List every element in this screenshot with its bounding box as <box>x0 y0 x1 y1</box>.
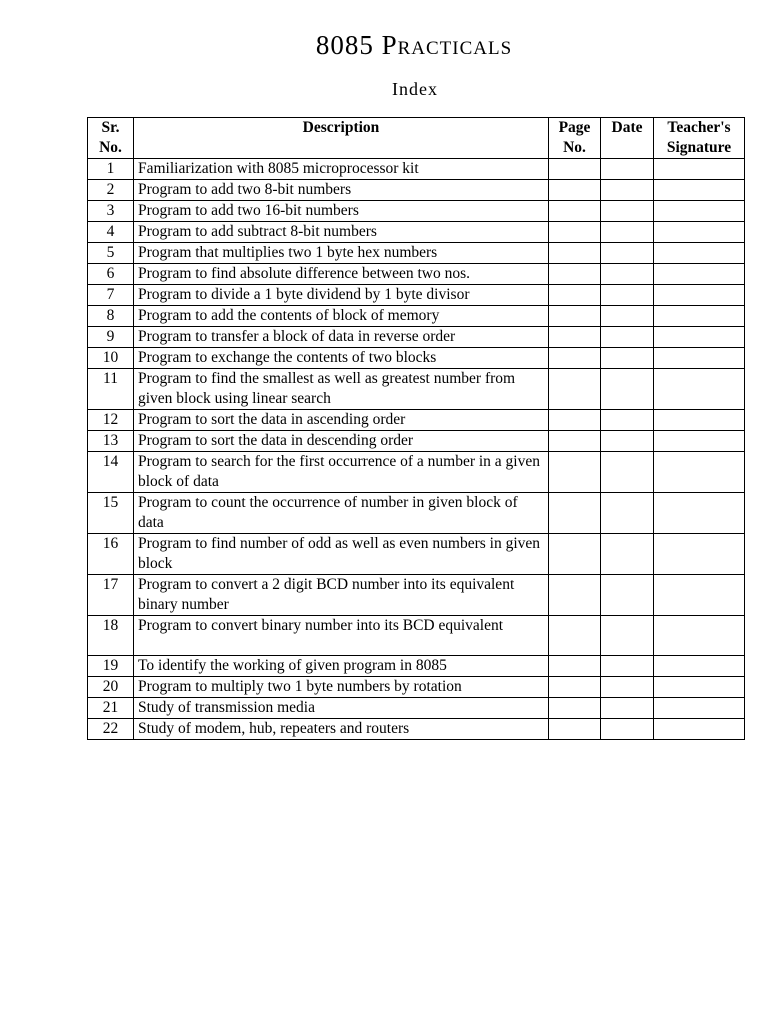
row-page-no <box>549 677 601 698</box>
row-sr-no: 5 <box>88 243 134 264</box>
row-sr-no: 3 <box>88 201 134 222</box>
row-teacher-signature <box>654 222 745 243</box>
row-page-no <box>549 201 601 222</box>
row-date <box>601 410 654 431</box>
row-date <box>601 575 654 616</box>
row-description: Program to add the contents of block of memory <box>134 306 549 327</box>
table-row <box>88 285 745 306</box>
row-sr-no: 2 <box>88 180 134 201</box>
row-date <box>601 616 654 656</box>
row-teacher-signature <box>654 243 745 264</box>
table-body <box>88 159 745 740</box>
table-row <box>88 719 745 740</box>
row-page-no <box>549 327 601 348</box>
row-page-no <box>549 698 601 719</box>
row-description: Program to find number of odd as well as even numbers in given block <box>134 534 549 575</box>
row-date <box>601 698 654 719</box>
table-header <box>88 118 745 159</box>
index-table <box>87 117 745 740</box>
header-teacher-signature: Teacher's Signature <box>654 118 745 159</box>
table-row <box>88 201 745 222</box>
row-date <box>601 306 654 327</box>
row-description: Program to find the smallest as well as greatest number from given block using linear search <box>134 369 549 410</box>
row-sr-no: 11 <box>88 369 134 410</box>
row-description: Program to search for the first occurrence of a number in a given block of data <box>134 452 549 493</box>
row-sr-no: 10 <box>88 348 134 369</box>
row-date <box>601 159 654 180</box>
table-row <box>88 410 745 431</box>
row-description: Program to sort the data in ascending order <box>134 410 549 431</box>
row-date <box>601 534 654 575</box>
row-date <box>601 201 654 222</box>
table-row <box>88 452 745 493</box>
header-date: Date <box>601 118 654 159</box>
row-date <box>601 677 654 698</box>
table-row <box>88 348 745 369</box>
row-page-no <box>549 264 601 285</box>
row-sr-no: 1 <box>88 159 134 180</box>
row-date <box>601 222 654 243</box>
row-sr-no: 12 <box>88 410 134 431</box>
table-row <box>88 159 745 180</box>
row-date <box>601 369 654 410</box>
row-teacher-signature <box>654 369 745 410</box>
row-sr-no: 8 <box>88 306 134 327</box>
row-sr-no: 15 <box>88 493 134 534</box>
row-teacher-signature <box>654 327 745 348</box>
row-description: Program to transfer a block of data in reverse order <box>134 327 549 348</box>
row-teacher-signature <box>654 575 745 616</box>
row-teacher-signature <box>654 180 745 201</box>
row-page-no <box>549 348 601 369</box>
header-page-no: Page No. <box>549 118 601 159</box>
row-page-no <box>549 575 601 616</box>
header-sr-no: Sr. No. <box>88 118 134 159</box>
row-teacher-signature <box>654 431 745 452</box>
row-description: Program to add two 16-bit numbers <box>134 201 549 222</box>
row-page-no <box>549 719 601 740</box>
row-page-no <box>549 616 601 656</box>
row-teacher-signature <box>654 285 745 306</box>
row-description: Program to convert a 2 digit BCD number into its equivalent binary number <box>134 575 549 616</box>
row-teacher-signature <box>654 719 745 740</box>
row-description: Program to multiply two 1 byte numbers by rotation <box>134 677 549 698</box>
row-date <box>601 243 654 264</box>
row-description: Program to find absolute difference between two nos. <box>134 264 549 285</box>
row-teacher-signature <box>654 306 745 327</box>
table-row <box>88 493 745 534</box>
row-sr-no: 17 <box>88 575 134 616</box>
row-teacher-signature <box>654 201 745 222</box>
row-date <box>601 719 654 740</box>
row-page-no <box>549 534 601 575</box>
row-date <box>601 431 654 452</box>
row-date <box>601 656 654 677</box>
row-description: Program to add two 8-bit numbers <box>134 180 549 201</box>
row-page-no <box>549 243 601 264</box>
row-teacher-signature <box>654 159 745 180</box>
row-date <box>601 285 654 306</box>
row-page-no <box>549 493 601 534</box>
row-page-no <box>549 431 601 452</box>
row-page-no <box>549 656 601 677</box>
row-date <box>601 180 654 201</box>
table-row <box>88 677 745 698</box>
table-row <box>88 698 745 719</box>
row-teacher-signature <box>654 616 745 656</box>
row-sr-no: 20 <box>88 677 134 698</box>
row-date <box>601 452 654 493</box>
row-sr-no: 9 <box>88 327 134 348</box>
row-description: Study of modem, hub, repeaters and routers <box>134 719 549 740</box>
table-row <box>88 656 745 677</box>
table-row <box>88 575 745 616</box>
page-title: 8085 Practicals <box>315 30 513 60</box>
row-teacher-signature <box>654 656 745 677</box>
row-sr-no: 14 <box>88 452 134 493</box>
table-row <box>88 306 745 327</box>
table-row <box>88 327 745 348</box>
table-row <box>88 222 745 243</box>
header-row <box>88 118 745 159</box>
row-description: Program to sort the data in descending order <box>134 431 549 452</box>
row-sr-no: 13 <box>88 431 134 452</box>
row-teacher-signature <box>654 493 745 534</box>
row-description: Program that multiplies two 1 byte hex numbers <box>134 243 549 264</box>
row-sr-no: 7 <box>88 285 134 306</box>
row-page-no <box>549 285 601 306</box>
row-sr-no: 4 <box>88 222 134 243</box>
row-description: Familiarization with 8085 microprocessor kit <box>134 159 549 180</box>
page-subtitle: Index <box>392 79 438 99</box>
row-teacher-signature <box>654 452 745 493</box>
row-description: Program to add subtract 8-bit numbers <box>134 222 549 243</box>
row-page-no <box>549 180 601 201</box>
table-row <box>88 431 745 452</box>
row-teacher-signature <box>654 698 745 719</box>
row-page-no <box>549 410 601 431</box>
row-teacher-signature <box>654 534 745 575</box>
table-row <box>88 616 745 656</box>
row-page-no <box>549 306 601 327</box>
table-row <box>88 180 745 201</box>
row-sr-no: 18 <box>88 616 134 656</box>
header-description: Description <box>134 118 549 159</box>
row-sr-no: 6 <box>88 264 134 285</box>
row-sr-no: 19 <box>88 656 134 677</box>
row-description: Program to divide a 1 byte dividend by 1 byte divisor <box>134 285 549 306</box>
row-description: Program to count the occurrence of number in given block of data <box>134 493 549 534</box>
row-teacher-signature <box>654 410 745 431</box>
row-sr-no: 21 <box>88 698 134 719</box>
row-date <box>601 264 654 285</box>
row-page-no <box>549 369 601 410</box>
row-description: Study of transmission media <box>134 698 549 719</box>
row-date <box>601 493 654 534</box>
row-page-no <box>549 452 601 493</box>
row-description: Program to exchange the contents of two blocks <box>134 348 549 369</box>
row-page-no <box>549 222 601 243</box>
table-row <box>88 369 745 410</box>
row-page-no <box>549 159 601 180</box>
table-row <box>88 534 745 575</box>
row-description: To identify the working of given program in 8085 <box>134 656 549 677</box>
row-date <box>601 327 654 348</box>
row-date <box>601 348 654 369</box>
row-teacher-signature <box>654 264 745 285</box>
table-row <box>88 243 745 264</box>
row-sr-no: 22 <box>88 719 134 740</box>
row-sr-no: 16 <box>88 534 134 575</box>
row-teacher-signature <box>654 677 745 698</box>
table-row <box>88 264 745 285</box>
row-teacher-signature <box>654 348 745 369</box>
row-description: Program to convert binary number into its BCD equivalent <box>134 616 549 656</box>
